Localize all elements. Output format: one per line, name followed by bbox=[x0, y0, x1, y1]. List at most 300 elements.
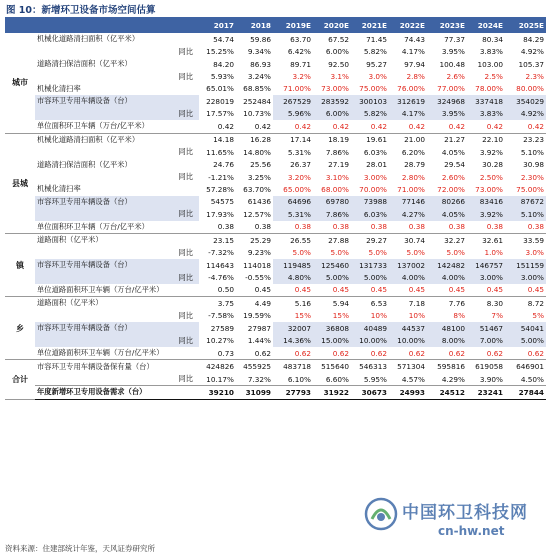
value-cell: 114643 bbox=[206, 260, 234, 270]
row-label: 单位面积环卫车辆（万台/亿平米） bbox=[35, 221, 171, 234]
row-sublabel bbox=[171, 284, 199, 297]
value-cell: 0.42 bbox=[236, 120, 273, 133]
value-cell: 4.17% bbox=[401, 47, 425, 57]
value-cell: -1.21% bbox=[208, 172, 234, 182]
row-sublabel: 同比 bbox=[178, 172, 193, 182]
value-cell: 0.62 bbox=[467, 347, 505, 360]
value-cell: 228019 bbox=[206, 96, 234, 106]
value-cell: 3.0% bbox=[525, 248, 544, 258]
value-cell: 77.37 bbox=[444, 34, 465, 44]
value-cell: 3.75 bbox=[217, 298, 234, 308]
value-cell: 455925 bbox=[243, 362, 271, 372]
value-cell: 68.85% bbox=[243, 84, 271, 94]
value-cell: 63.70% bbox=[243, 184, 271, 194]
value-cell: 14.80% bbox=[243, 147, 271, 157]
row-sublabel bbox=[171, 196, 199, 208]
row-sublabel: 同比 bbox=[178, 147, 193, 157]
row-label: 市容环卫专用车辆设备（台） bbox=[35, 259, 171, 271]
table-header-row bbox=[5, 17, 546, 33]
row-label: 市容环卫专用车辆设备保有量（台） bbox=[37, 361, 154, 371]
value-cell: 23.23 bbox=[523, 135, 544, 145]
value-cell: 73.00% bbox=[475, 184, 503, 194]
row-label: 机械化道路清扫面积（亿平米） bbox=[37, 134, 140, 144]
region-label: 合计 bbox=[5, 360, 35, 399]
row-label: 道路清扫保洁面积（亿平米） bbox=[37, 159, 132, 169]
row-label: 单位道路面积环卫车辆（万台/亿平米） bbox=[35, 284, 171, 297]
value-cell: 146757 bbox=[467, 259, 505, 271]
row-sublabel bbox=[171, 360, 199, 373]
value-cell: 76.00% bbox=[397, 84, 425, 94]
value-cell: 5.0% bbox=[406, 248, 425, 258]
table-row bbox=[5, 58, 546, 70]
value-cell: 27589 bbox=[210, 323, 234, 333]
value-cell: 3.25% bbox=[247, 172, 271, 182]
value-cell: 0.42 bbox=[273, 120, 313, 133]
value-cell: 57.28% bbox=[206, 184, 234, 194]
value-cell: 125460 bbox=[313, 259, 351, 271]
table-row bbox=[5, 183, 546, 195]
table-row bbox=[5, 360, 546, 373]
value-cell: 103.00 bbox=[477, 59, 503, 69]
value-cell: 4.05% bbox=[441, 147, 465, 157]
value-cell: 4.92% bbox=[520, 47, 544, 57]
header-cell: 2018 bbox=[236, 17, 273, 33]
value-cell: 312619 bbox=[389, 95, 427, 107]
value-cell: 80.00% bbox=[516, 84, 544, 94]
row-sublabel bbox=[171, 386, 199, 399]
value-cell: 137002 bbox=[389, 259, 427, 271]
header-cell: 2025E bbox=[505, 17, 546, 33]
page-title: 图 10：新增环卫设备市场空间估算 bbox=[6, 5, 156, 16]
value-cell: 0.62 bbox=[427, 347, 467, 360]
value-cell: 6.03% bbox=[363, 147, 387, 157]
value-cell: 17.14 bbox=[290, 135, 311, 145]
value-cell: 77146 bbox=[389, 196, 427, 208]
value-cell: 63.70 bbox=[290, 34, 311, 44]
value-cell: 6.03% bbox=[351, 208, 389, 220]
table-row bbox=[5, 70, 546, 82]
row-sublabel bbox=[171, 234, 199, 247]
value-cell: 0.45 bbox=[351, 284, 389, 297]
value-cell: 5.00% bbox=[351, 271, 389, 283]
value-cell: 75.00% bbox=[516, 184, 544, 194]
value-cell: 0.38 bbox=[351, 221, 389, 234]
row-label: 机械化清扫率 bbox=[37, 83, 81, 93]
value-cell: 2.80% bbox=[401, 172, 425, 182]
row-sublabel bbox=[171, 297, 199, 310]
row-label bbox=[35, 271, 171, 283]
value-cell: 1.44% bbox=[247, 336, 271, 346]
value-cell: 5.0% bbox=[446, 248, 465, 258]
value-cell: 4.17% bbox=[389, 108, 427, 120]
value-cell: 283592 bbox=[313, 95, 351, 107]
row-sublabel: 同比 bbox=[171, 335, 199, 347]
value-cell: 71.00% bbox=[283, 84, 311, 94]
row-sublabel bbox=[171, 33, 199, 45]
row-label: 年度新增环卫专用设备需求（台） bbox=[35, 386, 171, 399]
value-cell: 5.00% bbox=[505, 335, 546, 347]
value-cell: 619058 bbox=[475, 362, 503, 372]
table-row bbox=[5, 347, 546, 360]
value-cell: 84.29 bbox=[523, 34, 544, 44]
value-cell: -0.55% bbox=[245, 273, 271, 283]
row-sublabel bbox=[171, 221, 199, 234]
value-cell: 30.74 bbox=[404, 235, 425, 245]
watermark-site-name: 中国环卫科技网 bbox=[402, 503, 528, 523]
value-cell: 5% bbox=[532, 311, 544, 321]
table-row bbox=[5, 221, 546, 234]
value-cell: 0.62 bbox=[505, 347, 546, 360]
value-cell: 32.27 bbox=[444, 235, 465, 245]
value-cell: 39210 bbox=[199, 386, 236, 399]
value-cell: 16.28 bbox=[250, 135, 271, 145]
value-cell: 646901 bbox=[516, 362, 544, 372]
value-cell: 0.62 bbox=[389, 347, 427, 360]
value-cell: 28.01 bbox=[366, 160, 387, 170]
value-cell: 424826 bbox=[206, 362, 234, 372]
value-cell: 30673 bbox=[351, 386, 389, 399]
value-cell: 5.0% bbox=[330, 248, 349, 258]
value-cell: 6.00% bbox=[325, 47, 349, 57]
value-cell: 0.45 bbox=[427, 284, 467, 297]
table-row bbox=[5, 284, 546, 297]
value-cell: 3.92% bbox=[467, 208, 505, 220]
value-cell: 0.50 bbox=[199, 284, 236, 297]
value-cell: 8% bbox=[453, 311, 465, 321]
value-cell: 23.15 bbox=[213, 235, 234, 245]
value-cell: 15.00% bbox=[313, 335, 351, 347]
row-label: 道路清扫保洁面积（亿平米） bbox=[37, 59, 132, 69]
value-cell: 15.25% bbox=[206, 47, 234, 57]
value-cell: 0.62 bbox=[351, 347, 389, 360]
row-label: 机械化清扫率 bbox=[37, 184, 81, 194]
value-cell: 71.00% bbox=[397, 184, 425, 194]
value-cell: 337418 bbox=[467, 95, 505, 107]
value-cell: 5.95% bbox=[351, 373, 389, 386]
value-cell: 3.95% bbox=[427, 108, 467, 120]
value-cell: 15% bbox=[332, 311, 349, 321]
table-row bbox=[5, 234, 546, 247]
value-cell: 70.00% bbox=[359, 184, 387, 194]
table-row bbox=[5, 373, 546, 386]
value-cell: 6.42% bbox=[287, 47, 311, 57]
value-cell: 75.00% bbox=[359, 84, 387, 94]
value-cell: 3.0% bbox=[368, 72, 387, 82]
value-cell: 65.01% bbox=[206, 84, 234, 94]
value-cell: 5.31% bbox=[273, 208, 313, 220]
value-cell: 25.56 bbox=[250, 160, 271, 170]
table-row bbox=[5, 335, 546, 347]
value-cell: 3.95% bbox=[441, 47, 465, 57]
row-sublabel: 同比 bbox=[178, 247, 193, 257]
row-label: 市容环卫专用车辆设备（台） bbox=[35, 196, 171, 208]
region-label: 城市 bbox=[5, 33, 35, 133]
table-row bbox=[5, 171, 546, 183]
value-cell: 68.00% bbox=[321, 184, 349, 194]
value-cell: 2.50% bbox=[479, 172, 503, 182]
value-cell: 3.90% bbox=[467, 373, 505, 386]
row-label bbox=[35, 208, 171, 220]
value-cell: 0.45 bbox=[273, 284, 313, 297]
value-cell: 8.30 bbox=[486, 298, 503, 308]
value-cell: 0.42 bbox=[467, 120, 505, 133]
table-row bbox=[5, 146, 546, 158]
value-cell: 21.27 bbox=[444, 135, 465, 145]
value-cell: 10% bbox=[370, 311, 387, 321]
row-sublabel bbox=[171, 83, 199, 95]
value-cell: 0.42 bbox=[199, 120, 236, 133]
value-cell: 3.1% bbox=[330, 72, 349, 82]
value-cell: 142482 bbox=[427, 259, 467, 271]
value-cell: 54041 bbox=[505, 322, 546, 334]
value-cell: 22.10 bbox=[482, 135, 503, 145]
watermark bbox=[364, 497, 544, 549]
row-sublabel bbox=[171, 120, 199, 133]
value-cell: 0.45 bbox=[467, 284, 505, 297]
row-label: 道路面积（亿平米） bbox=[37, 298, 103, 308]
value-cell: 19.59% bbox=[243, 311, 271, 321]
value-cell: 0.62 bbox=[236, 347, 273, 360]
value-cell: 7.86% bbox=[325, 147, 349, 157]
table-row bbox=[5, 120, 546, 133]
header-cell: 2017 bbox=[199, 17, 236, 33]
total-row bbox=[5, 386, 546, 399]
value-cell: 6.53 bbox=[370, 298, 387, 308]
value-cell: 0.42 bbox=[313, 120, 351, 133]
value-cell: 78.00% bbox=[475, 84, 503, 94]
value-cell: 0.38 bbox=[427, 221, 467, 234]
value-cell: 0.42 bbox=[427, 120, 467, 133]
header-cell bbox=[5, 17, 35, 33]
source-note: 资料来源：住建部统计年鉴，天风证券研究所 bbox=[5, 544, 155, 553]
value-cell: 3.83% bbox=[467, 108, 505, 120]
value-cell: 29.27 bbox=[366, 235, 387, 245]
row-label bbox=[35, 70, 171, 82]
value-cell: 515640 bbox=[321, 362, 349, 372]
header-cell: 2023E bbox=[427, 17, 467, 33]
value-cell: 0.73 bbox=[199, 347, 236, 360]
value-cell: 36808 bbox=[313, 322, 351, 334]
value-cell: 31922 bbox=[313, 386, 351, 399]
value-cell: 5.10% bbox=[520, 147, 544, 157]
row-sublabel bbox=[171, 259, 199, 271]
value-cell: 26.55 bbox=[290, 235, 311, 245]
row-label: 机械化道路清扫面积（亿平米） bbox=[37, 34, 140, 44]
value-cell: 7.00% bbox=[467, 335, 505, 347]
value-cell: 354029 bbox=[505, 95, 546, 107]
value-cell: 77.00% bbox=[437, 84, 465, 94]
value-cell: 4.27% bbox=[389, 208, 427, 220]
row-sublabel: 同比 bbox=[178, 310, 193, 320]
row-sublabel bbox=[171, 183, 199, 195]
value-cell: 3.24% bbox=[247, 72, 271, 82]
value-cell: 54575 bbox=[210, 197, 234, 207]
value-cell: 17.57% bbox=[206, 109, 234, 119]
value-cell: 267529 bbox=[273, 95, 313, 107]
value-cell: 2.3% bbox=[525, 72, 544, 82]
row-sublabel bbox=[171, 322, 199, 334]
value-cell: 26.37 bbox=[290, 160, 311, 170]
value-cell: 151159 bbox=[505, 259, 546, 271]
value-cell: 25.29 bbox=[250, 235, 271, 245]
row-label bbox=[35, 373, 171, 386]
watermark-url: cn-hw.net bbox=[438, 524, 505, 538]
header-cell: 2024E bbox=[467, 17, 505, 33]
table-row bbox=[5, 33, 546, 45]
value-cell: -7.32% bbox=[208, 248, 234, 258]
row-label: 单位道路面积环卫车辆（万台/亿平米） bbox=[35, 347, 171, 360]
row-sublabel: 同比 bbox=[171, 271, 199, 283]
value-cell: 24993 bbox=[389, 386, 427, 399]
table-row bbox=[5, 271, 546, 283]
value-cell: 0.38 bbox=[273, 221, 313, 234]
value-cell: 0.38 bbox=[505, 221, 546, 234]
value-cell: 14.18 bbox=[213, 135, 234, 145]
value-cell: 3.2% bbox=[292, 72, 311, 82]
table-row bbox=[5, 95, 546, 107]
value-cell: 10.00% bbox=[389, 335, 427, 347]
value-cell: 89.71 bbox=[290, 59, 311, 69]
value-cell: 10.73% bbox=[243, 109, 271, 119]
value-cell: 324968 bbox=[427, 95, 467, 107]
value-cell: 64696 bbox=[273, 196, 313, 208]
value-cell: 15% bbox=[294, 311, 311, 321]
value-cell: 119485 bbox=[273, 259, 313, 271]
value-cell: 11.65% bbox=[206, 147, 234, 157]
value-cell: 0.38 bbox=[389, 221, 427, 234]
value-cell: 0.42 bbox=[389, 120, 427, 133]
table-row bbox=[5, 83, 546, 95]
value-cell: 5.82% bbox=[363, 47, 387, 57]
row-sublabel bbox=[171, 95, 199, 107]
header-cell: 2022E bbox=[389, 17, 427, 33]
value-cell: 5.94 bbox=[332, 298, 349, 308]
value-cell: 6.00% bbox=[313, 108, 351, 120]
value-cell: 73.00% bbox=[321, 84, 349, 94]
hw-logo-icon bbox=[364, 497, 398, 531]
row-label bbox=[35, 310, 171, 322]
value-cell: 3.20% bbox=[287, 172, 311, 182]
value-cell: 14.36% bbox=[273, 335, 313, 347]
table-row bbox=[5, 108, 546, 120]
row-sublabel: 同比 bbox=[171, 108, 199, 120]
row-label bbox=[35, 108, 171, 120]
row-label: 道路面积（亿平米） bbox=[37, 235, 103, 245]
value-cell: 29.54 bbox=[444, 160, 465, 170]
value-cell: 86.93 bbox=[250, 59, 271, 69]
value-cell: 7.32% bbox=[236, 373, 273, 386]
value-cell: 65.00% bbox=[283, 184, 311, 194]
value-cell: 0.38 bbox=[236, 221, 273, 234]
value-cell: 95.27 bbox=[366, 59, 387, 69]
value-cell: 5.93% bbox=[210, 72, 234, 82]
value-cell: 72.00% bbox=[437, 184, 465, 194]
value-cell: 30.98 bbox=[523, 160, 544, 170]
value-cell: 6.10% bbox=[273, 373, 313, 386]
value-cell: 83416 bbox=[467, 196, 505, 208]
value-cell: 4.00% bbox=[389, 271, 427, 283]
value-cell: 10.17% bbox=[199, 373, 236, 386]
header-cell bbox=[171, 17, 199, 33]
value-cell: 48100 bbox=[427, 322, 467, 334]
value-cell: 1.0% bbox=[484, 248, 503, 258]
value-cell: 10.27% bbox=[206, 336, 234, 346]
table-row bbox=[5, 196, 546, 208]
value-cell: 67.52 bbox=[328, 34, 349, 44]
value-cell: 87672 bbox=[505, 196, 546, 208]
value-cell: 5.00% bbox=[313, 271, 351, 283]
value-cell: 10.00% bbox=[351, 335, 389, 347]
value-cell: 31099 bbox=[236, 386, 273, 399]
value-cell: 0.62 bbox=[273, 347, 313, 360]
value-cell: 4.49 bbox=[254, 298, 271, 308]
table-row bbox=[5, 45, 546, 57]
table-row bbox=[5, 208, 546, 220]
value-cell: 0.42 bbox=[505, 120, 546, 133]
value-cell: 21.00 bbox=[404, 135, 425, 145]
value-cell: 5.0% bbox=[368, 248, 387, 258]
value-cell: 24.76 bbox=[213, 160, 234, 170]
value-cell: 24512 bbox=[427, 386, 467, 399]
value-cell: 9.34% bbox=[247, 47, 271, 57]
row-label: 单位面积环卫车辆（万台/亿平米） bbox=[35, 120, 171, 133]
table-row bbox=[5, 246, 546, 258]
value-cell: 12.57% bbox=[243, 209, 271, 219]
value-cell: 300103 bbox=[351, 95, 389, 107]
row-label bbox=[35, 146, 171, 158]
value-cell: 71.45 bbox=[366, 34, 387, 44]
value-cell: 54.74 bbox=[213, 34, 234, 44]
market-estimate-table bbox=[5, 17, 546, 400]
region-label: 县城 bbox=[5, 133, 35, 234]
value-cell: 2.8% bbox=[406, 72, 425, 82]
value-cell: 23241 bbox=[467, 386, 505, 399]
value-cell: 0.62 bbox=[313, 347, 351, 360]
value-cell: -7.58% bbox=[208, 311, 234, 321]
table-row bbox=[5, 310, 546, 322]
table-row bbox=[5, 133, 546, 146]
value-cell: 4.92% bbox=[505, 108, 546, 120]
value-cell: 3.00% bbox=[505, 271, 546, 283]
value-cell: 30.28 bbox=[482, 160, 503, 170]
value-cell: 97.94 bbox=[404, 59, 425, 69]
table-row bbox=[5, 259, 546, 271]
value-cell: 40489 bbox=[351, 322, 389, 334]
value-cell: 17.93% bbox=[206, 209, 234, 219]
row-label: 市容环卫专用车辆设备（台） bbox=[35, 95, 171, 107]
value-cell: 0.38 bbox=[467, 221, 505, 234]
value-cell: 0.38 bbox=[313, 221, 351, 234]
value-cell: 6.60% bbox=[313, 373, 351, 386]
row-sublabel: 同比 bbox=[171, 208, 199, 220]
row-label bbox=[35, 171, 171, 183]
value-cell: 32007 bbox=[273, 322, 313, 334]
value-cell: 0.38 bbox=[199, 221, 236, 234]
value-cell: 73988 bbox=[351, 196, 389, 208]
value-cell: 80266 bbox=[427, 196, 467, 208]
value-cell: 4.05% bbox=[427, 208, 467, 220]
value-cell: 33.59 bbox=[523, 235, 544, 245]
value-cell: 27.19 bbox=[328, 160, 349, 170]
value-cell: 27987 bbox=[247, 323, 271, 333]
value-cell: 9.23% bbox=[247, 248, 271, 258]
value-cell: 61436 bbox=[247, 197, 271, 207]
table-row bbox=[5, 322, 546, 334]
value-cell: 32.61 bbox=[482, 235, 503, 245]
value-cell: 4.50% bbox=[505, 373, 546, 386]
value-cell: 6.20% bbox=[401, 147, 425, 157]
value-cell: 105.37 bbox=[518, 59, 544, 69]
